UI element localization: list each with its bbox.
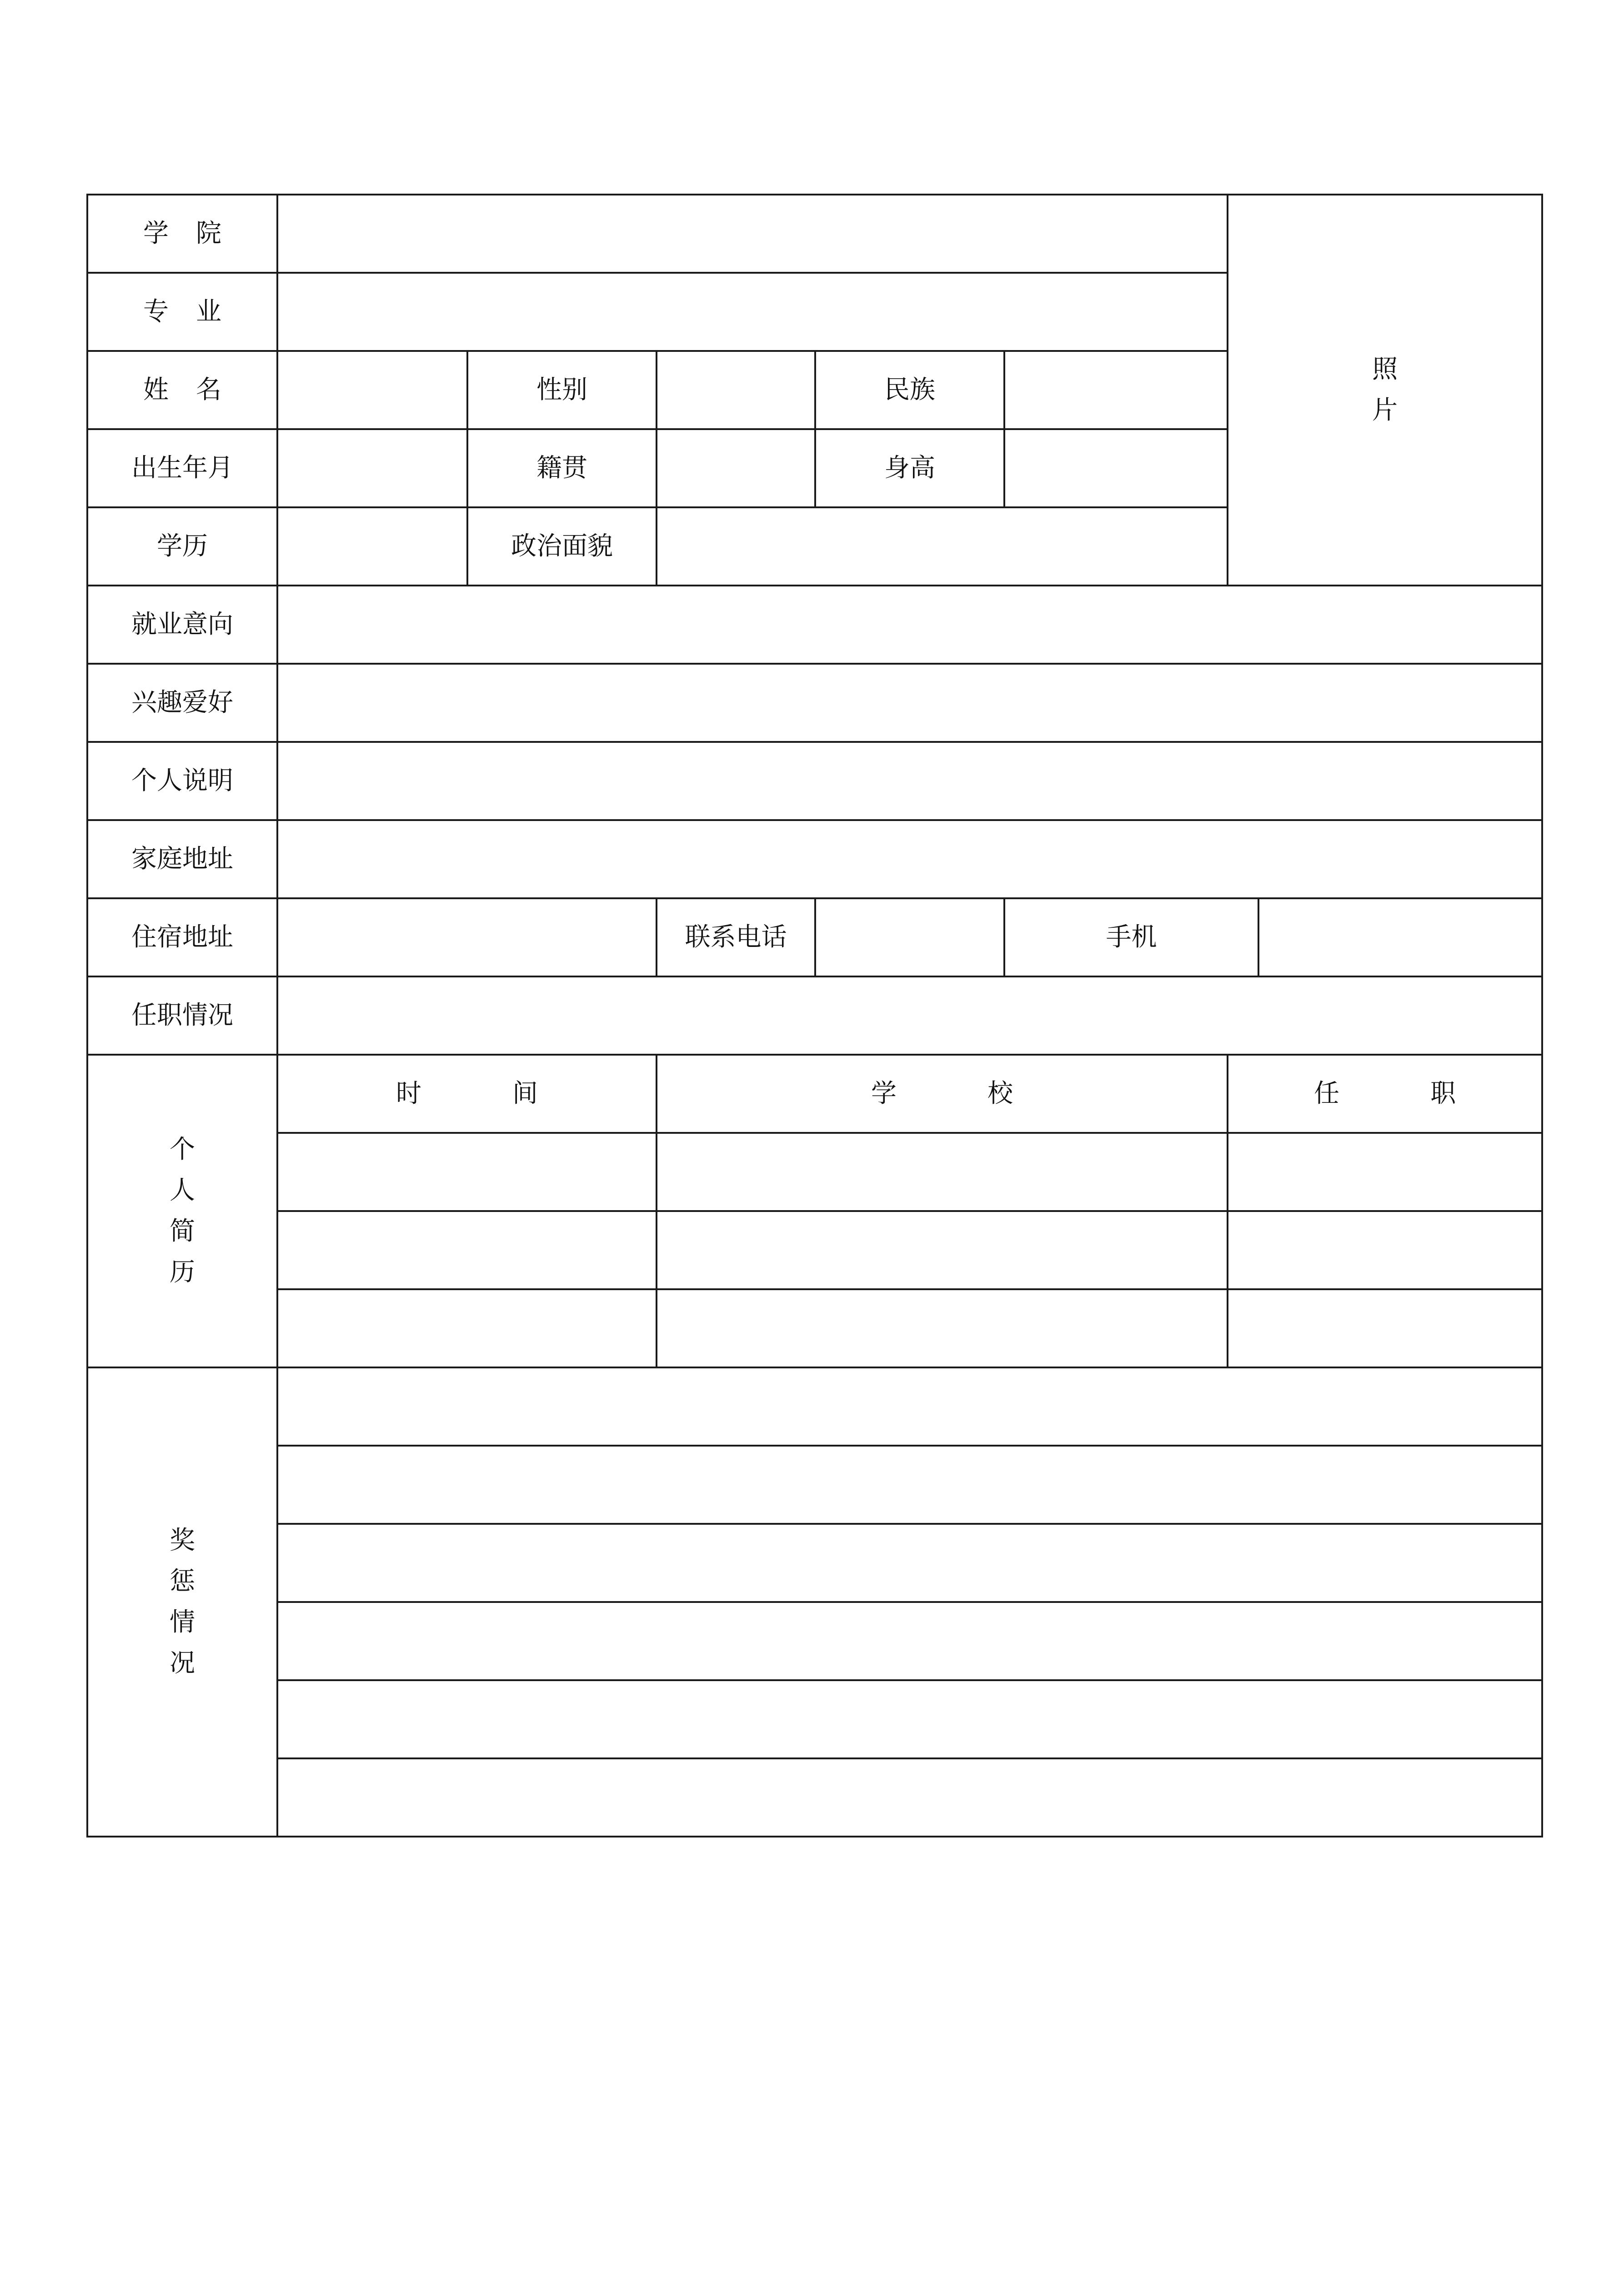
- photo-box[interactable]: [1228, 195, 1542, 586]
- awards-section-label: 奖 惩 情 况: [87, 1367, 277, 1837]
- contact-phone-label: 联系电话: [657, 898, 815, 976]
- dorm-address-field[interactable]: [277, 898, 657, 976]
- gender-label: 性别: [467, 351, 657, 429]
- resume-header-time: 时 间: [277, 1055, 657, 1133]
- awards-line[interactable]: [277, 1524, 1542, 1602]
- row-dorm-address: [87, 898, 1542, 976]
- resume-school-cell[interactable]: [657, 1289, 1228, 1367]
- resume-row-2: [87, 1211, 1542, 1289]
- resume-time-cell[interactable]: [277, 1289, 657, 1367]
- college-label: 学 院: [87, 195, 277, 273]
- major-label: 专 业: [87, 273, 277, 351]
- resume-school-cell[interactable]: [657, 1211, 1228, 1289]
- personal-statement-label: 个人说明: [87, 742, 277, 820]
- positions-held-field[interactable]: [277, 976, 1542, 1055]
- ethnicity-label: 民族: [815, 351, 1004, 429]
- resume-header-position: 任 职: [1228, 1055, 1542, 1133]
- education-label: 学历: [87, 507, 277, 586]
- awards-row-4: [87, 1602, 1542, 1680]
- birth-label: 出生年月: [87, 429, 277, 507]
- height-field[interactable]: [1004, 429, 1228, 507]
- row-personal-statement: [87, 742, 1542, 820]
- resume-position-cell[interactable]: [1228, 1133, 1542, 1211]
- education-field[interactable]: [277, 507, 467, 586]
- resume-time-cell[interactable]: [277, 1211, 657, 1289]
- awards-line[interactable]: [277, 1602, 1542, 1680]
- awards-row-6: [87, 1758, 1542, 1837]
- hobbies-field[interactable]: [277, 664, 1542, 742]
- home-address-label: 家庭地址: [87, 820, 277, 898]
- contact-phone-field[interactable]: [815, 898, 1004, 976]
- resume-row-1: [87, 1133, 1542, 1211]
- awards-line[interactable]: [277, 1367, 1542, 1446]
- awards-row-5: [87, 1680, 1542, 1758]
- row-hobbies: [87, 664, 1542, 742]
- personal-statement-field[interactable]: [277, 742, 1542, 820]
- hobbies-label: 兴趣爱好: [87, 664, 277, 742]
- resume-school-cell[interactable]: [657, 1133, 1228, 1211]
- resume-header-school: 学 校: [657, 1055, 1228, 1133]
- awards-row-2: [87, 1446, 1542, 1524]
- native-place-field[interactable]: [657, 429, 815, 507]
- photo-label: 照 片: [1372, 355, 1398, 425]
- row-home-address: [87, 820, 1542, 898]
- awards-row-1: [87, 1367, 1542, 1446]
- college-field[interactable]: [277, 195, 1228, 273]
- row-positions-held: [87, 976, 1542, 1055]
- home-address-field[interactable]: [277, 820, 1542, 898]
- name-label: 姓 名: [87, 351, 277, 429]
- row-college: [87, 195, 1542, 273]
- dorm-address-label: 住宿地址: [87, 898, 277, 976]
- awards-row-3: [87, 1524, 1542, 1602]
- political-status-label: 政治面貌: [467, 507, 657, 586]
- resume-position-cell[interactable]: [1228, 1289, 1542, 1367]
- resume-position-cell[interactable]: [1228, 1211, 1542, 1289]
- resume-row-3: [87, 1289, 1542, 1367]
- row-job-intention: [87, 586, 1542, 664]
- resume-form-table: [86, 194, 1543, 1837]
- job-intention-label: 就业意向: [87, 586, 277, 664]
- resume-section-label: 个 人 简 历: [87, 1055, 277, 1367]
- awards-line[interactable]: [277, 1446, 1542, 1524]
- major-field[interactable]: [277, 273, 1228, 351]
- resume-time-cell[interactable]: [277, 1133, 657, 1211]
- ethnicity-field[interactable]: [1004, 351, 1228, 429]
- native-place-label: 籍贯: [467, 429, 657, 507]
- row-resume-header: [87, 1055, 1542, 1133]
- awards-line[interactable]: [277, 1758, 1542, 1837]
- positions-held-label: 任职情况: [87, 976, 277, 1055]
- height-label: 身高: [815, 429, 1004, 507]
- mobile-field[interactable]: [1258, 898, 1542, 976]
- political-status-field[interactable]: [657, 507, 1228, 586]
- job-intention-field[interactable]: [277, 586, 1542, 664]
- name-field[interactable]: [277, 351, 467, 429]
- birth-field[interactable]: [277, 429, 467, 507]
- gender-field[interactable]: [657, 351, 815, 429]
- awards-line[interactable]: [277, 1680, 1542, 1758]
- mobile-label: 手机: [1004, 898, 1258, 976]
